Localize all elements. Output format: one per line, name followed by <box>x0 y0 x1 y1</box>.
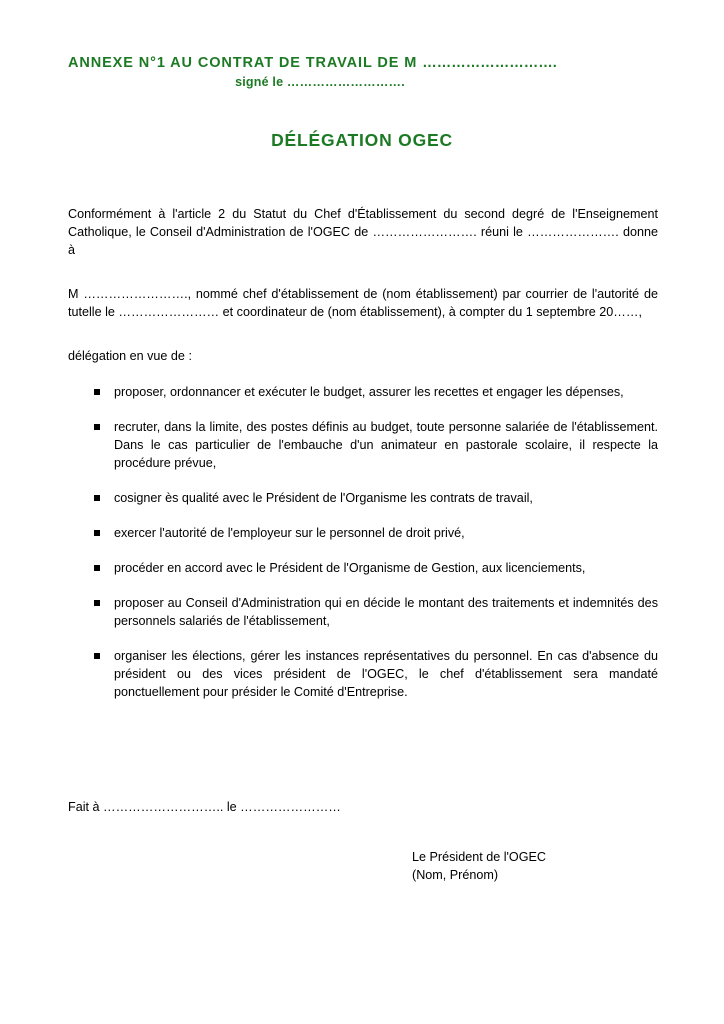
signe-le-dotted-fill: ………………………. <box>286 75 405 89</box>
spacer <box>68 321 658 347</box>
signe-le-line <box>68 73 658 92</box>
fait-a-line: Fait à ……………………….. le …………………… <box>68 800 341 814</box>
spacer <box>68 365 658 383</box>
list-item-text: procéder en accord avec le Président de l'Organisme de Gestion, aux licenciements, <box>114 561 586 575</box>
list-item-text: recruter, dans la limite, des postes définis au budget, toute personne salariée de l'établissement. Dans le cas particulier de l'embauche d'un animateur en pastorale scolaire, il respecte la procédure prévue, <box>114 420 658 470</box>
square-bullet-icon <box>94 495 100 501</box>
list-item-text: organiser les élections, gérer les instances représentatives du personnel. En cas d'absence du président ou des vices président de l'OGEC, le chef d'établissement sera mandaté ponctuellement pour présider le Comité d'Entreprise. <box>114 649 658 699</box>
spacer <box>68 259 658 285</box>
annexe-heading-dotted-fill: ………………………. <box>422 55 557 71</box>
list-item <box>68 383 658 401</box>
list-item-text: cosigner ès qualité avec le Président de l'Organisme les contrats de travail, <box>114 491 533 505</box>
square-bullet-icon <box>94 653 100 659</box>
square-bullet-icon <box>94 530 100 536</box>
list-item <box>68 647 658 701</box>
list-item <box>68 418 658 472</box>
list-item <box>68 489 658 507</box>
annexe-heading-line <box>68 54 658 73</box>
square-bullet-icon <box>94 600 100 606</box>
square-bullet-icon <box>94 424 100 430</box>
square-bullet-icon <box>94 565 100 571</box>
paragraph-nomination: M ……………………., nommé chef d'établissement de (nom établissement) par courrier de l'autorité de tutelle le …………………… et coordinateur de (nom établissement), à compter du 1 septembre 20……, <box>68 287 658 319</box>
square-bullet-icon <box>94 389 100 395</box>
list-item <box>68 594 658 630</box>
list-item-text: proposer au Conseil d'Administration qui en décide le montant des traitements et indemnités des personnels salariés de l'établissement, <box>114 596 658 628</box>
document-header <box>68 54 658 92</box>
document-body <box>68 205 658 701</box>
delegation-lead-in: délégation en vue de : <box>68 349 192 363</box>
signature-title: Le Président de l'OGEC <box>412 850 547 864</box>
page-title: DÉLÉGATION OGEC <box>271 129 453 150</box>
annexe-heading-text: ANNEXE N°1 AU CONTRAT DE TRAVAIL DE M <box>68 55 423 71</box>
signature-block <box>412 848 546 884</box>
signature-subtitle: (Nom, Prénom) <box>412 868 499 882</box>
list-item-text: proposer, ordonnancer et exécuter le budget, assurer les recettes et engager les dépenses, <box>114 385 624 399</box>
list-item-text: exercer l'autorité de l'employeur sur le personnel de droit privé, <box>114 526 465 540</box>
signe-le-text: signé le <box>235 75 287 89</box>
delegation-list <box>68 383 658 701</box>
list-item <box>68 524 658 542</box>
paragraph-conformement: Conformément à l'article 2 du Statut du Chef d'Établissement du second degré de l'Enseignement Catholique, le Conseil d'Administration de l'OGEC de ……………………. réuni le …………………. donne à <box>68 207 658 257</box>
list-item <box>68 559 658 577</box>
